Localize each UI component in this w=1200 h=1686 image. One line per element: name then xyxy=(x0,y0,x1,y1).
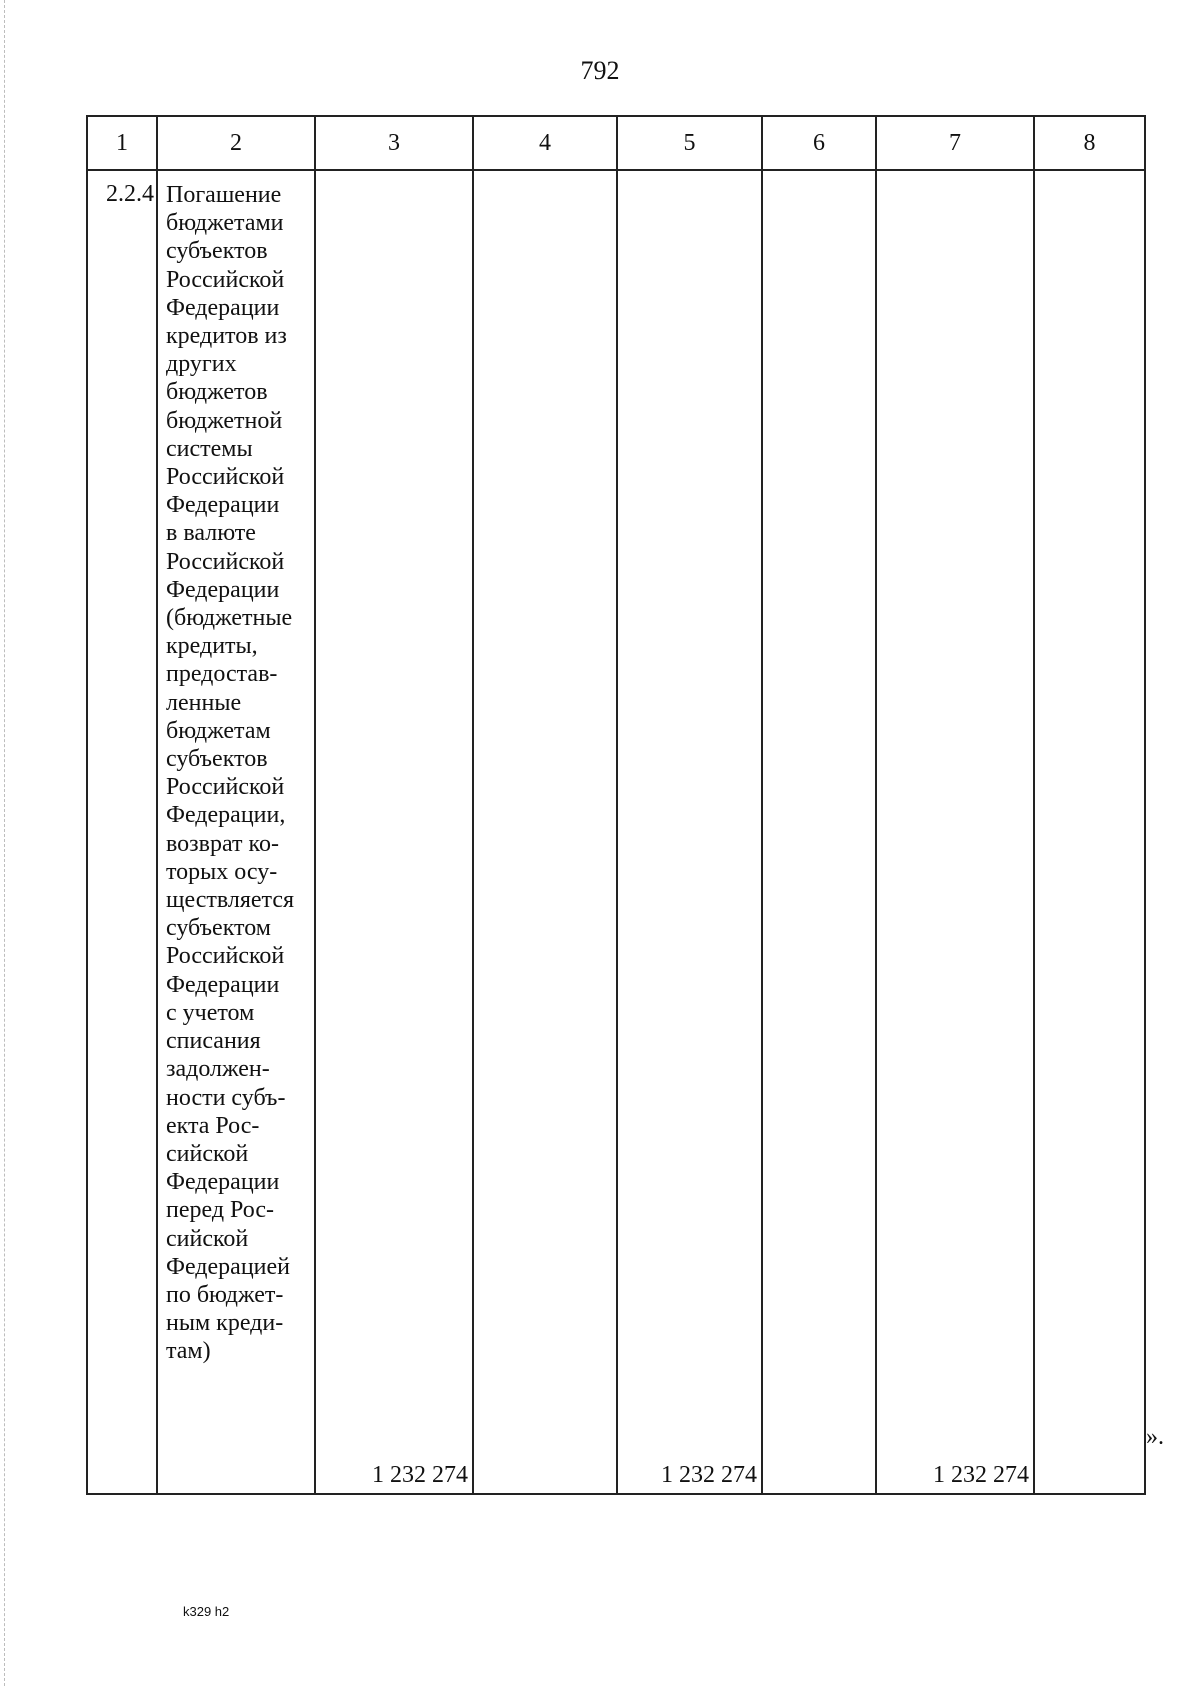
description-line: Федерации xyxy=(166,971,280,998)
cell-col7: 1 232 274 xyxy=(876,170,1034,1494)
column-header-3: 3 xyxy=(315,116,473,170)
description-line: задолжен- xyxy=(166,1056,270,1083)
description-line: Российской xyxy=(166,464,285,491)
column-header-7: 7 xyxy=(876,116,1034,170)
description-line: субъектов xyxy=(166,238,268,265)
description-line: (бюджетные xyxy=(166,605,293,632)
row-number: 2.2.4 xyxy=(87,170,157,1494)
description-line: Федерации xyxy=(166,576,280,603)
description-line: Федерации xyxy=(166,294,280,321)
cell-col6 xyxy=(762,170,876,1494)
cell-col8 xyxy=(1034,170,1145,1494)
description-line: бюджетам xyxy=(166,717,271,744)
column-header-6: 6 xyxy=(762,116,876,170)
description-line: сийской xyxy=(166,1140,249,1167)
description-line: Российской xyxy=(166,943,285,970)
column-header-1: 1 xyxy=(87,116,157,170)
page-left-border xyxy=(4,0,5,1686)
column-header-5: 5 xyxy=(617,116,762,170)
column-header-8: 8 xyxy=(1034,116,1145,170)
description-line: Российской xyxy=(166,266,285,293)
description-line: сийской xyxy=(166,1225,249,1252)
footer-code: k329 h2 xyxy=(183,1604,230,1619)
description-line: с учетом xyxy=(166,999,255,1026)
description-line: предостав- xyxy=(166,661,278,688)
description-line: ленные xyxy=(166,689,242,716)
description-line: бюджетами xyxy=(166,210,284,237)
description-line: системы xyxy=(166,435,253,462)
description-line: Федерации xyxy=(166,1169,280,1196)
table-header-row xyxy=(87,116,1145,170)
column-header-4: 4 xyxy=(473,116,617,170)
closing-quote-mark: ». xyxy=(1146,1424,1164,1450)
description-line: кредиты, xyxy=(166,633,258,660)
description-line: торых осу- xyxy=(166,858,278,885)
description-line: Погашение xyxy=(166,182,282,208)
description-line: бюджетов xyxy=(166,379,268,406)
row-description xyxy=(157,170,315,1494)
column-header-2: 2 xyxy=(157,116,315,170)
description-line: по бюджет- xyxy=(166,1281,284,1308)
description-line: Российской xyxy=(166,548,285,575)
cell-col4 xyxy=(473,170,617,1494)
description-line: ществляется xyxy=(166,887,295,914)
cell-col5: 1 232 274 xyxy=(617,170,762,1494)
page-number: 792 xyxy=(580,56,620,85)
description-line: субъектом xyxy=(166,915,271,942)
description-line: Федерации xyxy=(166,492,280,519)
description-line: ности субъ- xyxy=(166,1084,286,1111)
cell-col3: 1 232 274 xyxy=(315,170,473,1494)
description-line: там) xyxy=(166,1338,211,1365)
description-line: списания xyxy=(166,1028,261,1055)
description-line: других xyxy=(166,351,237,378)
description-line: возврат ко- xyxy=(166,830,279,857)
description-line: Российской xyxy=(166,774,285,801)
description-line: бюджетной xyxy=(166,407,283,434)
description-line: субъектов xyxy=(166,746,268,773)
description-line: Федерации, xyxy=(166,802,286,829)
table-row xyxy=(87,170,1145,1494)
description-line: кредитов из xyxy=(166,323,287,350)
description-line: в валюте xyxy=(166,520,256,547)
budget-table xyxy=(86,115,1146,1495)
description-line: перед Рос- xyxy=(166,1197,275,1224)
description-line: Федерацией xyxy=(166,1253,290,1280)
description-line: екта Рос- xyxy=(166,1112,260,1139)
description-line: ным креди- xyxy=(166,1310,284,1337)
